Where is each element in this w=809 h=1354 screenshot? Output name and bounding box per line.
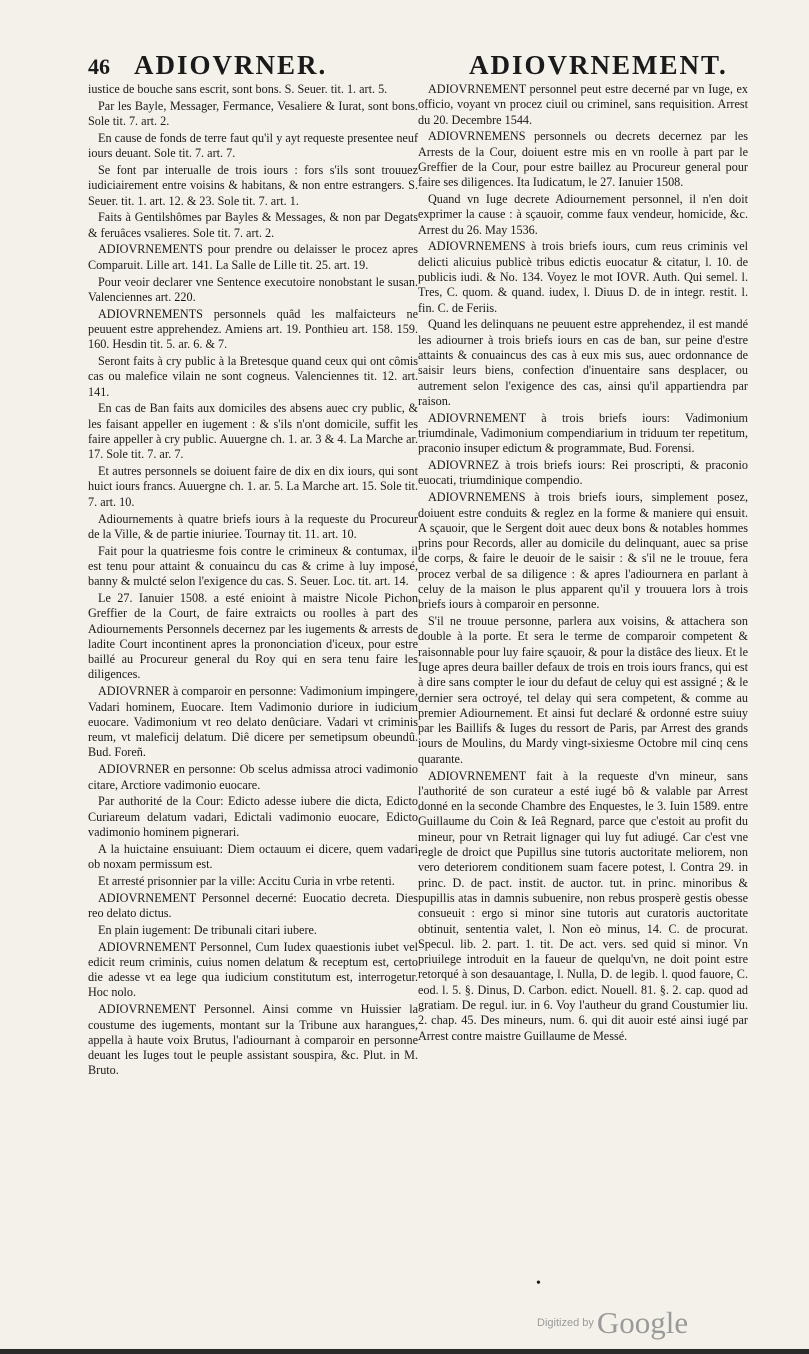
paragraph: ADIOVRNEZ à trois briefs iours: Rei proscripti, & praconio euocati, triumdinique compendio. [418, 458, 748, 488]
running-title-right: ADIOVRNEMENT. [469, 50, 728, 80]
paragraph: ADIOVRNER en personne: Ob scelus admissa atroci vadimonio citare, Arctiore vadimonio euocare. [88, 762, 418, 792]
paragraph: ADIOVRNEMENT Personnel. Ainsi comme vn Huissier la coustume des iugements, montant sur la Tribune aux harangues, appella à haute voix Brutus, l'adiournant à comparoir en personne deuant les Iuges tout le peuple assistant souspira, &c. Plut. in M. Bruto. [88, 1002, 418, 1078]
paragraph: Quand vn Iuge decrete Adiournement personnel, il n'en doit exprimer la cause : à sçauoir, comme faux vendeur, homicide, &c. Arrest du 26. May 1536. [418, 192, 748, 237]
paragraph: En plain iugement: De tribunali citari iubere. [98, 922, 317, 937]
right-text-column [418, 82, 748, 1045]
paragraph: ADIOVRNEMENT à trois briefs iours: Vadimonium triumdinale, Vadimonium compendiarium in triduum ter repetitum, praconio insuper edictum & programmate, Bud. Forensi. [418, 410, 748, 456]
paragraph: Adiournements à quatre briefs iours à la requeste du Procureur de la Ville, & de partie iniuriee. Tournay tit. 11. art. 10. [88, 511, 418, 541]
page-header [0, 50, 809, 82]
paragraph: ADIOVRNER à comparoir en personne: Vadimonium impingere, Vadari hominem, Euocare. Item Vadimonio duriore in iudicium euocare. Vadimonium vt reo delato denûciare. Vadari vt criminis reum, vt maleficij delatum. Diê dicere per semetipsum obeundû. Bud. Foreñ. [88, 684, 418, 760]
running-title-left: ADIOVRNER. [134, 50, 328, 80]
paragraph: Faits à Gentilshômes par Bayles & Messages, & non par Degats & feruâces vsalieres. Sole tit. 7. art. 2. [88, 210, 418, 240]
paragraph: Par authorité de la Cour: Edicto adesse iubere die dicta, Edicto Curiareum delatum vadari, Edictali vadimonio euocare, Edicto vadimonio hominem pignerari. [88, 794, 418, 839]
paragraph: Seront faits à cry public à la Bretesque quand ceux qui ont cômis cas ou malefice vilain ne sont cogneus. Valenciennes tit. 12. art. 141. [88, 354, 418, 399]
paragraph: Se font par interualle de trois iours : fors s'ils sont trouuez iudiciairement entre voisins & habitans, & non entre estrangers. S. Seuer. tit. 1. art. 12. & 23. Sole tit. 7. art. 1. [88, 162, 418, 208]
paragraph: ADIOVRNEMENT fait à la requeste d'vn mineur, sans l'authorité de son curateur a esté iugé bô & valable par Arrest donné en la seconde Chambre des Enquestes, le 3. Iuin 1589. entre Guillaume du Coin & Ieâ Regnard, parce que c'estoit au profit du mineur, pour vn Retrait lignager qui luy fut adiugé. Car c'est vne regle de droict que Pupillus sine tutoris auctoritate meliorem, non vero deteriorem conditionem suam facere potest, l. Contra 29. in princ. D. de pact. instit. de auctor. tut. in princ. minoribus & pupillis atas in damnis subuenire, non rebus prosperè gestis obesse consueuit : ergo si minor sine tutoris aut curatoris auctoritate obtinuit, sententia valet, l. Non eò minus, 14. C. de procurat. Specul. lib. 2. part. 1. tit. De act. vers. sed quid si minor. Vn priuilege introduit en la faueur de quelqu'vn, ne doit point estre retorqué à son desauantage, l. Nulla, D. de legib. l. quod fauore, C. eod. l. 5. §. Dinus, D. Carbon. edict. Nouell. 81. §. 2. cap. quod ad gratiam. De regul. iur. in 6. Voy l'autheur du grand Coustumier liu. 2. chap. 45. Des mineurs, num. 6. qui dit auoir esté ainsi iugé par Arrest contre maistre Guillaume de Messé. [418, 768, 748, 1043]
paragraph: ADIOVRNEMENS à trois briefs iours, cum reus criminis vel delicti alicuius publicè tribus edictis euocatur & citatur, l. 10. de publicis iudi. & No. 134. Voyez le mot IOVR. Auth. Qui semel. l. Tres, C. quom. & quand. iudex, l. Diuus D. de in integr. restit. l. fin. C. de Feriis. [418, 239, 748, 315]
paragraph: ADIOVRNEMENTS pour prendre ou delaisser le procez apres Comparuit. Lille art. 141. La Salle de Lille tit. 25. art. 19. [88, 242, 418, 272]
paragraph: ADIOVRNEMENS à trois briefs iours, simplement posez, doiuent estre conduits & reglez en la forme & maniere qui ensuit. A sçauoir, que le Sergent doit auec deux bons & notables hommes prins pour Records, aller au domicile du delinquant, auec sa prise de corps, & faire le deuoir de le saisir : & s'il ne le trouue, fera procez verbal de sa diligence : & apres l'adiournera en parlant à celuy de la maison le plus apparent qu'il y trouuera lors à trois briefs iours à comparoir en personne. [418, 490, 748, 612]
paragraph: ADIOVRNEMENT personnel peut estre decerné par vn Iuge, ex officio, voyant vn procez ciuil ou criminel, sans requisition. Arrest du 20. Decembre 1544. [418, 82, 748, 127]
paragraph: Et arresté prisonnier par la ville: Accitu Curia in vrbe retenti. [98, 873, 395, 888]
paragraph: Fait pour la quatriesme fois contre le crimineux & contumax, il est tenu pour attaint & conuaincu du cas & crime à luy imposé, banny & mulcté selon l'exigence du cas. S. Seuer. Loc. tit. art. 14. [88, 543, 418, 589]
paragraph: ADIOVRNEMENS personnels ou decrets decernez par les Arrests de la Cour, doiuent estre mis en vn roolle à part par le Greffier de la Cour, pour estre baillez au Procureur general pour faire ses diligences. Ita Iudicatum, le 27. Ianuier 1508. [418, 129, 748, 190]
paragraph: Par les Bayle, Messager, Fermance, Vesaliere & Iurat, sont bons. Sole tit. 7. art. 2. [88, 98, 418, 129]
paragraph: ADIOVRNEMENT Personnel decerné: Euocatio decreta. Dies reo delato dictus. [88, 890, 418, 920]
left-text-column [88, 82, 418, 1080]
paragraph: En cause de fonds de terre faut qu'il y ayt requeste presentee neuf iours deuant. Sole tit. 7. art. 7. [88, 130, 418, 161]
digitized-watermark [537, 1305, 688, 1341]
scan-edge [0, 1349, 809, 1354]
paragraph: Quand les delinquans ne peuuent estre apprehendez, il est mandé les adiourner à trois briefs iours en cas de ban, sur peine d'estre attaints & conuaincus des cas à eux mis sus, auec ordonnance de saisir leurs biens, confection d'inuentaire sans desplacer, ou autrement selon l'exigence des cas, ainsi qu'il appartiendra par raison. [418, 317, 748, 408]
page-number: 46 [88, 54, 110, 79]
google-logo: Google [596, 1305, 689, 1340]
page-ornament: • [536, 1276, 541, 1291]
paragraph: iustice de bouche sans escrit, sont bons. S. Seuer. tit. 1. art. 5. [88, 82, 388, 96]
watermark-prefix: Digitized by [537, 1317, 594, 1329]
paragraph: ADIOVRNEMENTS personnels quâd les malfaicteurs ne peuuent estre apprehendez. Amiens art. 19. Ponthieu art. 158. 159. 160. Hesdin tit. 5. ar. 6. & 7. [88, 306, 418, 352]
paragraph: Pour veoir declarer vne Sentence executoire nonobstant le susan. Valenciennes art. 220. [88, 274, 418, 304]
paragraph: Le 27. Ianuier 1508. a esté enioint à maistre Nicole Pichon Greffier de la Court, de faire extraicts ou roolles à part des Adiournements Personnels decernez par les iugements & arrests de ladite Court incontinent apres la prononciation d'iceux, pour estre baillé au Procureur general du Roy qui en sera tenu faire les diligences. [88, 591, 418, 682]
paragraph: Et autres personnels se doiuent faire de dix en dix iours, qui sont huict iours francs. Auuergne ch. 1. ar. 5. La Marche art. 15. Sole tit. 7. art. 10. [88, 464, 418, 509]
paragraph: A la huictaine ensuiuant: Diem octauum ei dicere, quem vadari ob noxam permissum est. [88, 841, 418, 872]
paragraph: ADIOVRNEMENT Personnel, Cum Iudex quaestionis iubet vel edicit reum criminis, cuius nomen delatum & receptum est, certo die adesse vt ea lege qua iudicium constitutum est, interrogetur. Hoc nolo. [88, 939, 418, 1000]
paragraph: S'il ne trouue personne, parlera aux voisins, & attachera son double à la porte. Et sera le terme de comparoir competent & raisonnable pour luy faire sçauoir, & pour la distâce des lieux. Et le Iuge apres deura bailler defaux de trois en trois iours francs, qui est à dire sans compter le iour du defaut de celuy qui est assigné ; & le dernier sera octroyé, tel delay qui sera competent, & comme au premier Adiournement. Et ainsi fut declaré & ordonné estre suiuy par les Baillifs & Iuges du ressort de Paris, par Arrest des grands iours de Moulins, du Mardy vingt-sixiesme Octobre mil cinq cens quarante. [418, 614, 748, 766]
paragraph: En cas de Ban faits aux domiciles des absens auec cry public, & les faisant appeller en iugement : & s'ils n'ont domicile, suffit les faire appeller à cry public. Auuergne ch. 1. ar. 3 & 4. La Marche ar. 17. Sole tit. 7. ar. 7. [88, 401, 418, 462]
